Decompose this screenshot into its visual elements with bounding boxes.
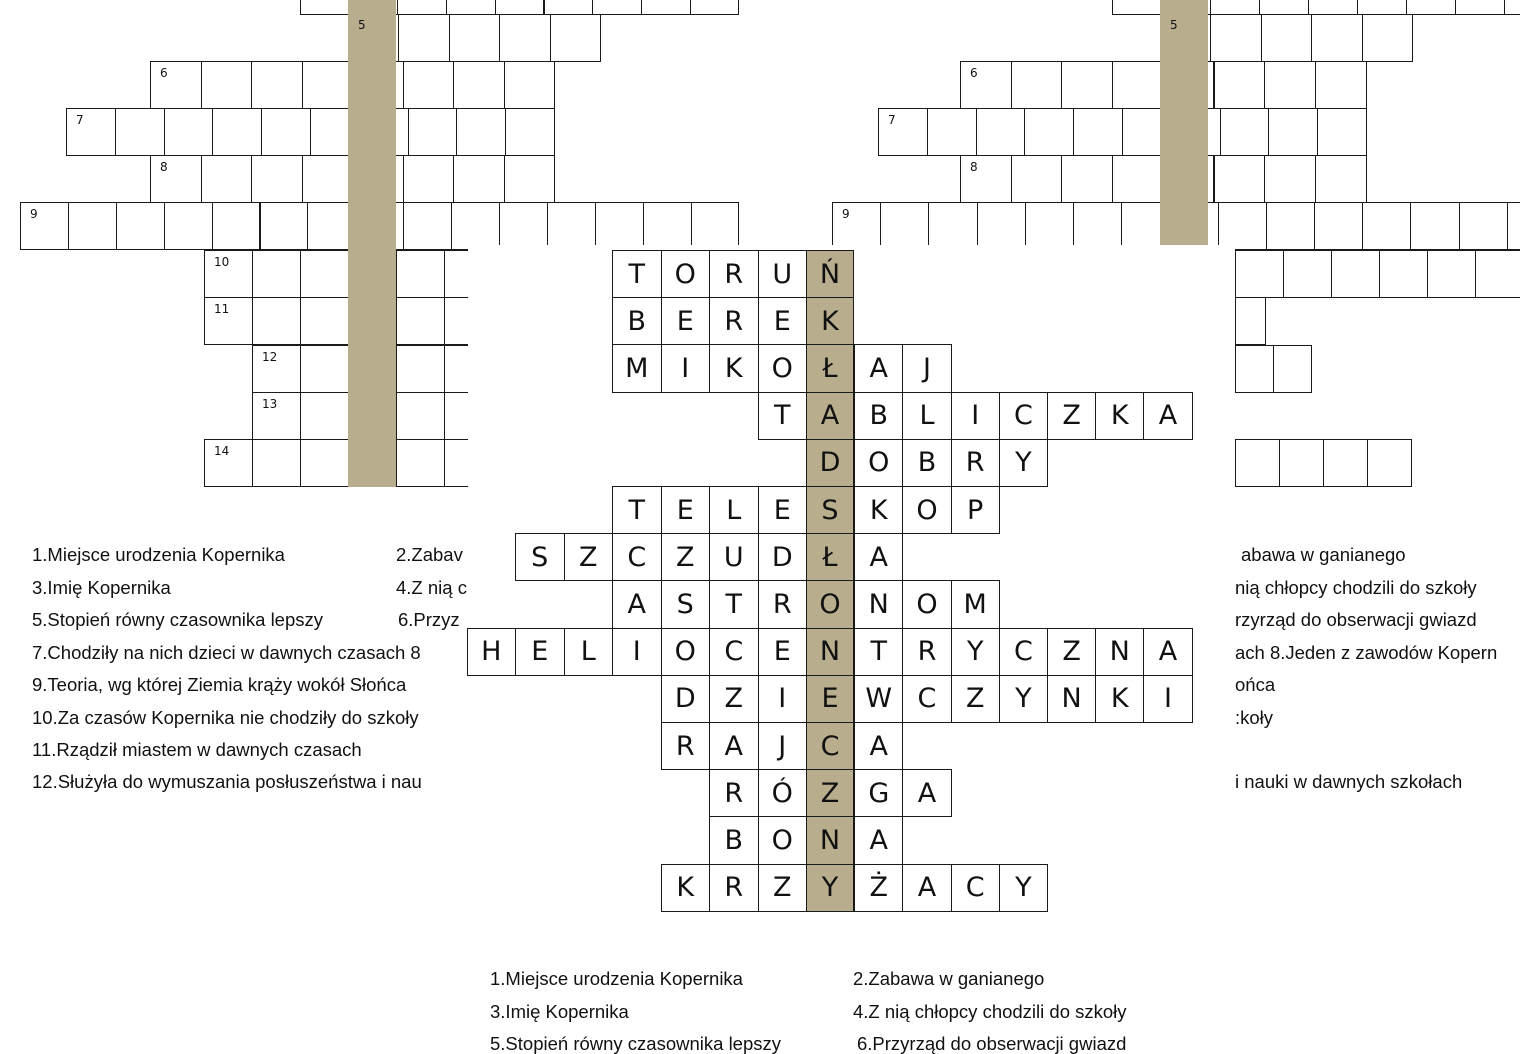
answer-cell: O (758, 344, 808, 392)
answer-cell: B (612, 297, 662, 345)
answer-cell: B (854, 392, 903, 440)
password-cell: Z (806, 769, 854, 817)
answer-cell: S (661, 580, 711, 628)
answer-cell: R (661, 722, 711, 770)
clue-number: 6 (160, 66, 168, 80)
answer-cell: C (999, 392, 1048, 440)
password-cell: A (806, 392, 854, 440)
answer-cell: K (709, 344, 759, 392)
answer-cell: G (854, 769, 903, 817)
clue-number: 9 (30, 207, 38, 221)
answer-cell: A (902, 769, 951, 817)
answer-cell: L (564, 628, 614, 676)
answer-cell: Y (999, 864, 1048, 912)
answer-cell: B (709, 816, 759, 864)
answer-cell: U (758, 250, 808, 298)
answer-cell: C (612, 533, 662, 581)
answer-cell: H (467, 628, 517, 676)
answer-cell: L (902, 392, 951, 440)
clue-number: 8 (160, 160, 168, 174)
answer-cell: O (902, 580, 951, 628)
answer-cell: W (854, 675, 903, 723)
right-clue-3: ach 8.Jeden z zawodów Kopern (1235, 644, 1498, 663)
answer-cell: E (758, 486, 808, 534)
answer-cell: Z (1047, 628, 1096, 676)
answer-cell: T (709, 580, 759, 628)
answer-cell: O (758, 816, 808, 864)
bottom-clue-4: 5.Stopień równy czasownika lepszy (490, 1033, 782, 1054)
password-cell: O (806, 580, 854, 628)
password-cell: S (806, 486, 854, 534)
answer-cell: A (902, 864, 951, 912)
clue-number: 7 (76, 113, 84, 127)
right-clue-1: nią chłopcy chodzili do szkoły (1235, 579, 1477, 598)
clue-number: 11 (214, 302, 230, 316)
right-clue-0: abawa w ganianego (1241, 546, 1406, 565)
password-cell: Ń (806, 250, 854, 298)
answer-cell: C (999, 628, 1048, 676)
right-clue-2: rzyrząd do obserwacji gwiazd (1235, 611, 1477, 630)
answer-cell: T (758, 392, 808, 440)
answer-cell: Ż (854, 864, 903, 912)
answer-cell: I (951, 392, 1000, 440)
answer-cell: A (1143, 628, 1192, 676)
answer-cell: D (661, 675, 711, 723)
bottom-clue-5: 6.Przyrząd do obserwacji gwiazd (857, 1033, 1127, 1054)
password-cell: K (806, 297, 854, 345)
clue-number: 7 (888, 113, 896, 127)
bottom-clue-1: 2.Zabawa w ganianego (853, 968, 1045, 989)
answer-cell: E (758, 297, 808, 345)
clue-number: 13 (262, 397, 278, 411)
clue-number: 12 (262, 350, 278, 364)
left-clue-8: 10.Za czasów Kopernika nie chodziły do szkoły (32, 709, 419, 728)
answer-cell: Y (999, 675, 1048, 723)
password-cell: D (806, 439, 854, 487)
answer-cell: K (854, 486, 903, 534)
bottom-clue-2: 3.Imię Kopernika (490, 1001, 629, 1022)
left-clue-3: 4.Z nią c (396, 579, 467, 598)
answer-cell: J (902, 344, 951, 392)
answer-cell: U (709, 533, 759, 581)
answer-cell: I (612, 628, 662, 676)
clue-number: 9 (842, 207, 850, 221)
answer-cell: L (709, 486, 759, 534)
answer-cell: S (515, 533, 565, 581)
clue-number: 5 (1170, 18, 1178, 32)
answer-cell: J (758, 722, 808, 770)
answer-cell: N (854, 580, 903, 628)
left-clue-1: 2.Zabav (396, 546, 463, 565)
answer-cell: A (854, 722, 903, 770)
answer-cell: A (612, 580, 662, 628)
answer-cell: M (612, 344, 662, 392)
answer-cell: E (515, 628, 565, 676)
answer-cell: Z (951, 675, 1000, 723)
answer-cell: Ó (758, 769, 808, 817)
left-clue-5: 6.Przyz (398, 611, 460, 630)
answer-cell: R (709, 250, 759, 298)
answer-cell: R (709, 864, 759, 912)
answer-cell: D (758, 533, 808, 581)
answer-cell: K (661, 864, 711, 912)
answer-cell: Z (661, 533, 711, 581)
right-clue-5: :koły (1235, 709, 1274, 728)
answer-cell: K (1095, 675, 1144, 723)
bottom-clue-0: 1.Miejsce urodzenia Kopernika (490, 968, 743, 989)
password-cell: E (806, 675, 854, 723)
answer-cell: R (758, 580, 808, 628)
clue-number: 6 (970, 66, 978, 80)
right-clue-4: ońca (1235, 676, 1276, 695)
answer-cell: Z (1047, 392, 1096, 440)
left-clue-9: 11.Rządził miastem w dawnych czasach (32, 741, 362, 760)
answer-cell: A (854, 816, 903, 864)
answer-cell: A (854, 533, 903, 581)
answer-cell: C (902, 675, 951, 723)
answer-cell: Y (951, 628, 1000, 676)
answer-cell: C (951, 864, 1000, 912)
answer-cell: A (1143, 392, 1192, 440)
password-cell: C (806, 722, 854, 770)
answer-cell: R (951, 439, 1000, 487)
answer-cell: O (854, 439, 903, 487)
answer-cell: T (612, 486, 662, 534)
answer-cell: N (1095, 628, 1144, 676)
answer-cell: Z (564, 533, 614, 581)
left-clue-0: 1.Miejsce urodzenia Kopernika (32, 546, 285, 565)
password-cell: Ł (806, 344, 854, 392)
answer-cell: R (902, 628, 951, 676)
answer-cell: M (951, 580, 1000, 628)
answer-cell: R (709, 769, 759, 817)
password-cell: Y (806, 864, 854, 912)
right-clue-6: i nauki w dawnych szkołach (1235, 773, 1463, 792)
answer-cell: K (1095, 392, 1144, 440)
answer-cell: T (854, 628, 903, 676)
answer-cell: Z (709, 675, 759, 723)
answer-cell: Y (999, 439, 1048, 487)
answer-cell: Z (758, 864, 808, 912)
answer-cell: C (709, 628, 759, 676)
bottom-clue-3: 4.Z nią chłopcy chodzili do szkoły (853, 1001, 1127, 1022)
answer-cell: E (758, 628, 808, 676)
answer-cell: O (902, 486, 951, 534)
password-cell: Ł (806, 533, 854, 581)
clue-number: 14 (214, 444, 230, 458)
answer-cell: A (709, 722, 759, 770)
clue-number: 10 (214, 255, 230, 269)
answer-cell: E (661, 486, 711, 534)
answer-cell: O (661, 628, 711, 676)
clue-number: 8 (970, 160, 978, 174)
left-clue-7: 9.Teoria, wg której Ziemia krąży wokół Słońca (32, 676, 407, 695)
answer-cell: E (661, 297, 711, 345)
left-clue-2: 3.Imię Kopernika (32, 579, 171, 598)
password-cell: N (806, 628, 854, 676)
answer-cell: B (902, 439, 951, 487)
answer-cell: A (854, 344, 903, 392)
clue-number: 5 (358, 18, 366, 32)
answer-cell: T (612, 250, 662, 298)
answer-cell: O (661, 250, 711, 298)
answer-cell: I (758, 675, 808, 723)
answer-cell: I (661, 344, 711, 392)
left-clue-10: 12.Służyła do wymuszania posłuszeństwa i nau (32, 773, 422, 792)
left-clue-6: 7.Chodziły na nich dzieci w dawnych czasach 8 (32, 644, 421, 663)
answer-cell: I (1143, 675, 1192, 723)
answer-cell: N (1047, 675, 1096, 723)
left-clue-4: 5.Stopień równy czasownika lepszy (32, 611, 324, 630)
password-cell: N (806, 816, 854, 864)
answer-cell: P (951, 486, 1000, 534)
answer-cell: R (709, 297, 759, 345)
